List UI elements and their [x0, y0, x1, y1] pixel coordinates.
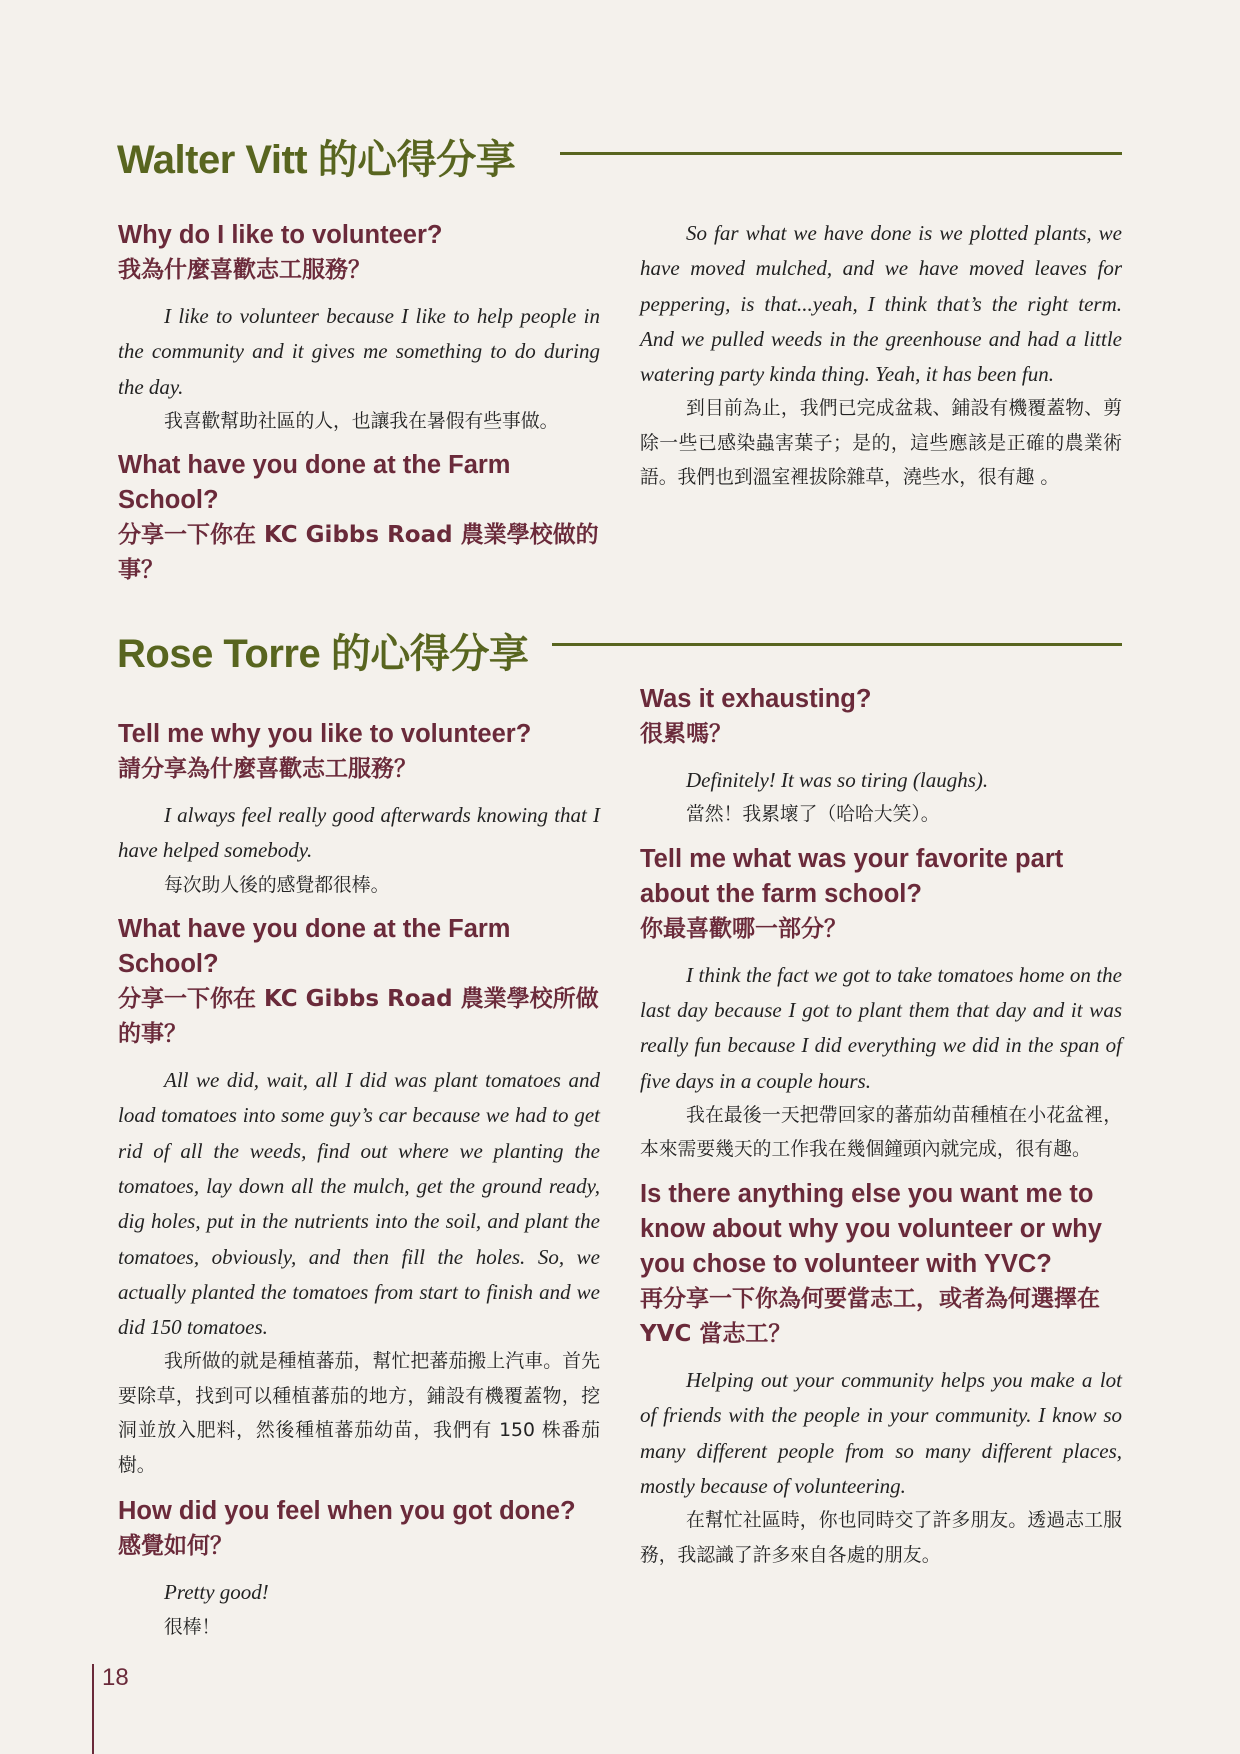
- rose-question-6-zh: 再分享一下你為何要當志工，或者為何選擇在 YVC 當志工？: [640, 1285, 1100, 1347]
- walter-answer-2-en: So far what we have done is we plotted plants, we have moved mulched, and we have moved leaves for peppering, is that...yeah, I think that’s the right term. And we pulled weeds in the greenhouse and had a little watering party kinda thing. Yeah, it has been fun.: [640, 221, 1122, 387]
- rose-question-4-en: Was it exhausting?: [640, 685, 872, 713]
- rose-answer-2-zh: 我所做的就是種植蕃茄，幫忙把蕃茄搬上汽車。首先要除草，找到可以種植蕃茄的地方，鋪設有機覆蓋物，挖洞並放入肥料，然後種植蕃茄幼苗，我們有 150 株番茄樹。: [118, 1351, 600, 1476]
- rose-question-5-en: Tell me what was your favorite part about the farm school?: [640, 844, 1064, 908]
- page-number-rule: [92, 1664, 94, 1754]
- walter-title-rule: [560, 152, 1122, 155]
- walter-left-column: [118, 218, 600, 588]
- rose-answer-5-zh: 我在最後一天把帶回家的蕃茄幼苗種植在小花盆裡，本來需要幾天的工作我在幾個鐘頭內就完成，很有趣。: [640, 1104, 1122, 1161]
- rose-section-title: Rose Torre 的心得分享: [117, 632, 529, 676]
- rose-answer-1-zh: 每次助人後的感覺都很棒。: [164, 874, 390, 896]
- walter-question-2: [118, 448, 600, 588]
- walter-answer-1-en: I like to volunteer because I like to help people in the community and it gives me something to do during the day.: [118, 304, 600, 399]
- rose-answer-1-en: I always feel really good afterwards knowing that I have helped somebody.: [118, 803, 600, 863]
- rose-right-column: [640, 682, 1122, 1573]
- walter-question-2-en: What have you done at the Farm School?: [118, 451, 511, 515]
- rose-question-6-en: Is there anything else you want me to know about why you volunteer or why you chose to volunteer with YVC?: [640, 1179, 1102, 1278]
- page-number: 18: [102, 1664, 129, 1691]
- walter-question-2-zh: 分享一下你在 KC Gibbs Road 農業學校做的事？: [118, 522, 599, 584]
- walter-right-column: [640, 216, 1122, 496]
- rose-question-3: [118, 1494, 600, 1564]
- rose-answer-3-en: Pretty good!: [164, 1580, 269, 1605]
- rose-answer-5-en: I think the fact we got to take tomatoes home on the last day because I got to plant them that day and it was really fun because I did everything we did in the span of five days in a couple hours.: [640, 962, 1122, 1093]
- rose-question-2: [118, 912, 600, 1052]
- rose-answer-4-en: Definitely! It was so tiring (laughs).: [686, 768, 989, 792]
- rose-answer-6-zh: 在幫忙社區時，你也同時交了許多朋友。透過志工服務，我認識了許多來自各處的朋友。: [640, 1510, 1122, 1566]
- rose-question-6: [640, 1177, 1122, 1352]
- rose-question-5: [640, 842, 1122, 947]
- rose-answer-3-zh: 很棒！: [164, 1616, 221, 1638]
- rose-answer-6-en: Helping out your community helps you make a lot of friends with the people in your community. I know so many different people from so many different places, mostly because of volunteering.: [640, 1367, 1122, 1498]
- rose-question-3-en: How did you feel when you got done?: [118, 1497, 576, 1526]
- rose-question-2-zh: 分享一下你在 KC Gibbs Road 農業學校所做的事？: [118, 986, 599, 1048]
- rose-question-1-zh: 請分享為什麼喜歡志工服務？: [118, 756, 417, 782]
- walter-question-1-en: Why do I like to volunteer?: [118, 221, 443, 249]
- rose-question-4: [640, 682, 1122, 752]
- rose-title-rule: [552, 643, 1122, 646]
- rose-question-3-zh: 感覺如何？: [118, 1533, 233, 1560]
- rose-left-column: [118, 717, 600, 1645]
- rose-question-1-en: Tell me why you like to volunteer?: [118, 720, 532, 748]
- rose-question-5-zh: 你最喜歡哪一部分？: [640, 915, 847, 942]
- rose-answer-2-en: All we did, wait, all I did was plant tomatoes and load tomatoes into some guy’s car because we had to get rid of all the weeds, find out where we planting the tomatoes, lay down all the mulch, get the ground ready, dig holes, put in the nutrients into the soil, and plant the tomatoes, obviously, and then fill the holes. So, we actually planted the tomatoes from start to finish and we did 150 tomatoes.: [118, 1068, 600, 1340]
- rose-answer-4-zh: 當然！我累壞了（哈哈大笑）。: [686, 804, 940, 826]
- rose-question-4-zh: 很累嗎？: [640, 721, 732, 747]
- walter-section-title: Walter Vitt 的心得分享: [117, 138, 516, 182]
- walter-answer-2-zh: 到目前為止，我們已完成盆栽、鋪設有機覆蓋物、剪除一些已感染蟲害葉子；是的，這些應該是正確的農業術語。我們也到溫室裡拔除雜草，澆些水，很有趣 。: [640, 398, 1122, 489]
- rose-question-2-en: What have you done at the Farm School?: [118, 915, 511, 979]
- walter-question-1-zh: 我為什麼喜歡志工服務？: [118, 257, 371, 283]
- walter-question-1: [118, 218, 600, 288]
- rose-question-1: [118, 717, 600, 787]
- walter-answer-1-zh: 我喜歡幫助社區的人，也讓我在暑假有些事做。: [164, 410, 559, 432]
